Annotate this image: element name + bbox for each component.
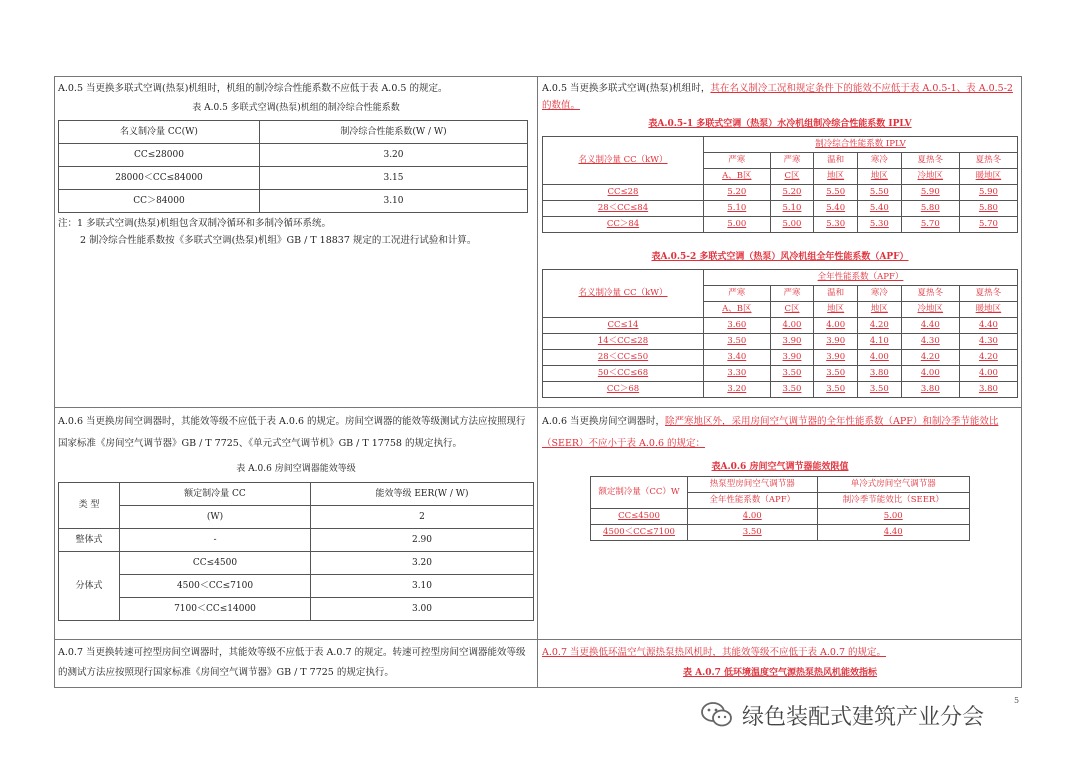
table-cell: 3.20	[311, 552, 534, 575]
table-cell: 3.50	[770, 382, 814, 398]
a05-note-2: 2 制冷综合性能系数按《多联式空调(热泵)机组》GB / T 18837 规定的工况进行试验和计算。	[80, 235, 477, 246]
table-row	[543, 318, 1018, 334]
table-header: 严寒	[704, 153, 771, 169]
a05-right-caption-2: 表A.0.5-2 多联式空调（热泵）风冷机组全年性能系数（APF）	[651, 252, 909, 262]
table-cell: 4.40	[901, 318, 959, 334]
a05-left-text: A.0.5 当更换多联式空调(热泵)机组时，机组的制冷综合性能系数不应低于表 A.0.5 的规定。	[58, 83, 448, 94]
table-cell: 5.50	[814, 185, 858, 201]
table-cell: 4.20	[858, 318, 902, 334]
table-cell: 5.00	[817, 509, 969, 525]
column-divider	[537, 76, 538, 688]
table-cell: 3.50	[688, 525, 818, 541]
table-header: 地区	[814, 169, 858, 185]
section-a06-left	[58, 411, 534, 621]
table-header: 名义制冷量 CC（kW）	[543, 137, 704, 185]
table-header: 单冷式房间空气调节器	[817, 477, 969, 493]
table-header: 夏热冬	[959, 153, 1017, 169]
table-cell: 5.30	[814, 217, 858, 233]
a05-right-text	[542, 80, 1018, 114]
table-cell: 3.90	[814, 350, 858, 366]
table-cell: 5.00	[770, 217, 814, 233]
table-header: 能效等级 EER(W / W)	[311, 483, 534, 506]
table-header: (W)	[120, 506, 311, 529]
table-cell: 3.90	[770, 350, 814, 366]
table-cell: 4.30	[901, 334, 959, 350]
table-cell: 4.40	[817, 525, 969, 541]
table-cell: 3.80	[858, 366, 902, 382]
table-cell: 4.00	[858, 350, 902, 366]
table-cell: CC＞68	[543, 382, 704, 398]
table-cell: 5.10	[770, 201, 814, 217]
section-a06-right	[542, 411, 1018, 541]
table-cell: CC≤4500	[120, 552, 311, 575]
table-cell: 3.50	[770, 366, 814, 382]
table-header: 制冷季节能效比（SEER）	[817, 493, 969, 509]
table-cell: 5.00	[704, 217, 771, 233]
table-header: 额定制冷量 CC	[120, 483, 311, 506]
table-cell: 5.10	[704, 201, 771, 217]
a05-right-caption-1: 表A.0.5-1 多联式空调（热泵）水冷机组制冷综合性能系数 IPLV	[648, 119, 912, 129]
table-header: A、B区	[704, 302, 771, 318]
table-cell: 4.00	[688, 509, 818, 525]
table-header: 名义制冷量 CC（kW）	[543, 270, 704, 318]
section-a07-right	[542, 643, 1018, 684]
table-row	[543, 185, 1018, 201]
table-row	[543, 334, 1018, 350]
a06-right-text	[542, 411, 1018, 455]
watermark-text: 绿色装配式建筑产业分会	[742, 705, 985, 730]
table-cell: 5.30	[858, 217, 902, 233]
table-cell: 4.40	[959, 318, 1017, 334]
a06-right-caption: 表A.0.6 房间空气调节器能效限值	[711, 462, 849, 472]
table-header: 严寒	[770, 153, 814, 169]
table-cell: CC≤4500	[591, 509, 688, 525]
table-cell: 5.40	[814, 201, 858, 217]
table-cell: CC＞84000	[59, 190, 260, 213]
table-cell: 3.40	[704, 350, 771, 366]
table-cell: 4.00	[770, 318, 814, 334]
table-header: 温和	[814, 153, 858, 169]
a07-right-caption: 表 A.0.7 低环境温度空气源热泵热风机能效指标	[682, 668, 878, 678]
table-row	[59, 167, 528, 190]
a07-left-text: A.0.7 当更换转速可控型房间空调器时，其能效等级不应低于表 A.0.7 的规定。转速可控型房间空调器能效等级的测试方法应按照现行国家标准《房间空气调节器》GB / T 7725 的规定执行。	[58, 647, 526, 678]
table-header: 严寒	[770, 286, 814, 302]
table-cell: 4500＜CC≤7100	[120, 575, 311, 598]
a05-note-1: 注：1 多联式空调(热泵)机组包含双制冷循环和多制冷循环系统。	[58, 218, 331, 229]
a06-right-text-plain: A.0.6 当更换房间空调器时，	[542, 416, 666, 427]
table-header: 地区	[858, 169, 902, 185]
table-cell: 5.20	[770, 185, 814, 201]
wechat-icon	[700, 701, 734, 735]
table-header: 严寒	[704, 286, 771, 302]
table-header: 寒冷	[858, 153, 902, 169]
table-header: 全年性能系数（APF）	[704, 270, 1018, 286]
table-header: C区	[770, 169, 814, 185]
table-cell: 3.50	[814, 382, 858, 398]
table-row	[543, 382, 1018, 398]
table-row	[59, 529, 534, 552]
table-cell: 7100＜CC≤14000	[120, 598, 311, 621]
table-cell: 28＜CC≤50	[543, 350, 704, 366]
table-cell: 5.70	[901, 217, 959, 233]
table-row	[543, 366, 1018, 382]
table-cell: 整体式	[59, 529, 120, 552]
table-cell: 50＜CC≤68	[543, 366, 704, 382]
table-cell: 3.15	[260, 167, 528, 190]
table-cell: 3.10	[260, 190, 528, 213]
table-cell: 28000＜CC≤84000	[59, 167, 260, 190]
a05-right-text-red: 其在名义制冷工况和规定条件下的能效不应低于表 A.0.5-1、表 A.0.5-2 的数值。	[542, 83, 1013, 111]
table-cell: CC≤28	[543, 185, 704, 201]
table-row	[543, 201, 1018, 217]
table-cell: 4500＜CC≤7100	[591, 525, 688, 541]
a05-left-caption: 表 A.0.5 多联式空调(热泵)机组的制冷综合性能系数	[192, 103, 400, 113]
table-header: 冷地区	[901, 169, 959, 185]
table-header: A、B区	[704, 169, 771, 185]
table-cell: 3.50	[704, 334, 771, 350]
table-cell: 28＜CC≤84	[543, 201, 704, 217]
watermark	[700, 700, 984, 735]
table-header: 冷地区	[901, 302, 959, 318]
table-row	[543, 217, 1018, 233]
table-header: C区	[770, 302, 814, 318]
table-cell: 3.90	[814, 334, 858, 350]
table-row	[591, 509, 970, 525]
table-cell: 3.10	[311, 575, 534, 598]
section-a07-left	[58, 643, 534, 683]
table-cell: 3.30	[704, 366, 771, 382]
table-header: 制冷综合性能系数(W / W)	[260, 121, 528, 144]
table-cell: 14＜CC≤28	[543, 334, 704, 350]
row-divider-2	[54, 639, 1022, 640]
table-cell: 5.40	[858, 201, 902, 217]
table-cell: 3.80	[959, 382, 1017, 398]
table-header: 地区	[858, 302, 902, 318]
table-cell: 4.20	[901, 350, 959, 366]
table-cell: 分体式	[59, 552, 120, 621]
table-cell: 3.20	[704, 382, 771, 398]
table-cell: 3.80	[901, 382, 959, 398]
table-header: 夏热冬	[959, 286, 1017, 302]
table-row	[543, 350, 1018, 366]
table-cell: 4.10	[858, 334, 902, 350]
table-cell: CC≤28000	[59, 144, 260, 167]
table-cell: 4.30	[959, 334, 1017, 350]
table-header: 类 型	[59, 483, 120, 529]
table-cell: 5.80	[901, 201, 959, 217]
table-cell: 4.20	[959, 350, 1017, 366]
table-header: 寒冷	[858, 286, 902, 302]
table-header: 热泵型房间空气调节器	[688, 477, 818, 493]
table-a05	[58, 120, 528, 213]
table-header: 暖地区	[959, 302, 1017, 318]
table-header: 名义制冷量 CC(W)	[59, 121, 260, 144]
table-cell: 4.00	[814, 318, 858, 334]
table-header: 夏热冬	[901, 286, 959, 302]
table-cell: 4.00	[901, 366, 959, 382]
a07-right-text: A.0.7 当更换低环温空气源热泵热风机时，其能效等级不应低于表 A.0.7 的规定。	[542, 647, 887, 658]
a06-left-caption: 表 A.0.6 房间空调器能效等级	[236, 464, 356, 474]
table-cell: CC≤14	[543, 318, 704, 334]
table-header: 夏热冬	[901, 153, 959, 169]
table-header: 暖地区	[959, 169, 1017, 185]
section-a05-left	[58, 80, 534, 249]
a06-right-text-red: 除严寒地区外，采用房间空气调节器的全年性能系数（APF）和制冷季节能效比（SEER）不应小于表 A.0.6 的规定：	[542, 416, 999, 449]
table-header: 温和	[814, 286, 858, 302]
table-header: 地区	[814, 302, 858, 318]
row-divider-1	[54, 407, 1022, 408]
table-a06	[58, 482, 534, 621]
table-a05-1	[542, 136, 1018, 233]
table-cell: 3.90	[770, 334, 814, 350]
table-a05-2	[542, 269, 1018, 398]
table-cell: 5.70	[959, 217, 1017, 233]
table-cell: CC＞84	[543, 217, 704, 233]
table-cell: 3.20	[260, 144, 528, 167]
table-cell: 5.80	[959, 201, 1017, 217]
table-cell: 5.90	[959, 185, 1017, 201]
table-cell: 5.20	[704, 185, 771, 201]
table-cell: 4.00	[959, 366, 1017, 382]
table-row	[59, 552, 534, 575]
table-header: 制冷综合性能系数 IPLV	[704, 137, 1018, 153]
table-row	[59, 575, 534, 598]
table-header: 额定制冷量（CC）W	[591, 477, 688, 509]
a06-left-text: A.0.6 当更换房间空调器时，其能效等级不应低于表 A.0.6 的规定。房间空调器的能效等级测试方法应按照现行国家标准《房间空气调节器》GB / T 7725、《单元式空气调节机》GB / T 17758 的规定执行。	[58, 416, 526, 449]
table-cell: 3.00	[311, 598, 534, 621]
table-row	[591, 525, 970, 541]
table-cell: 5.50	[858, 185, 902, 201]
table-cell: 3.50	[814, 366, 858, 382]
table-cell: 3.60	[704, 318, 771, 334]
table-header: 2	[311, 506, 534, 529]
page-number: 5	[1014, 696, 1020, 705]
a05-right-text-plain: A.0.5 当更换多联式空调(热泵)机组时，	[542, 83, 711, 94]
table-header: 全年性能系数（APF）	[688, 493, 818, 509]
table-cell: 3.50	[858, 382, 902, 398]
table-cell: 2.90	[311, 529, 534, 552]
table-row	[59, 144, 528, 167]
section-a05-right	[542, 80, 1018, 398]
table-cell: 5.90	[901, 185, 959, 201]
table-a06-right	[590, 476, 970, 541]
table-row	[59, 598, 534, 621]
table-cell: -	[120, 529, 311, 552]
table-row	[59, 190, 528, 213]
